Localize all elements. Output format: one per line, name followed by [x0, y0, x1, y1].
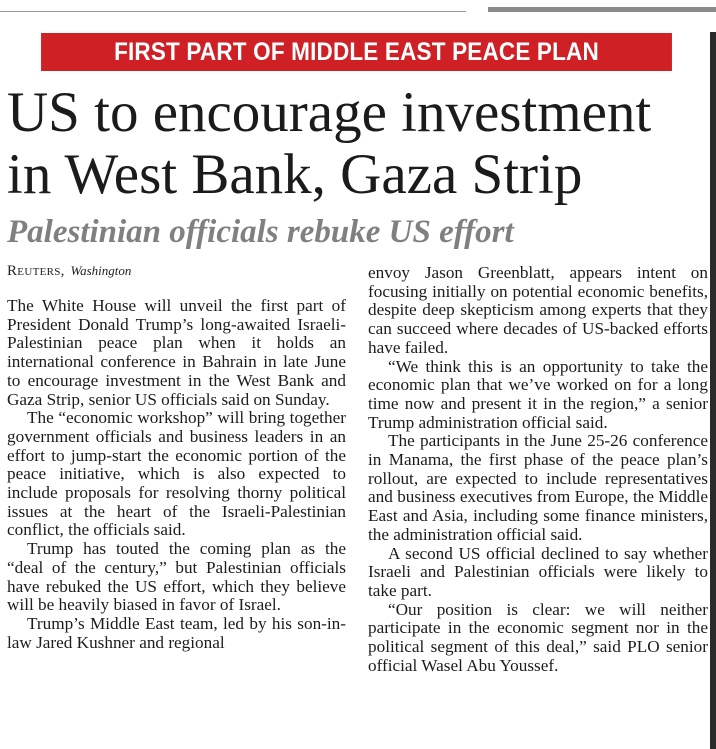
article-column-1	[7, 297, 346, 652]
headline	[7, 82, 716, 206]
kicker-banner: FIRST PART OF MIDDLE EAST PEACE PLAN	[41, 33, 672, 71]
top-rule-right	[488, 7, 716, 12]
article-column-2	[368, 264, 708, 675]
paragraph: A second US official declined to say whether Israeli and Palestinian officials were likely to take part.	[368, 543, 708, 600]
paragraph: envoy Jason Greenblatt, appears intent on focusing initially on potential economic benefits, despite deep skepticism among experts that they can succeed where decades of US-backed efforts have failed.	[368, 263, 708, 357]
byline	[7, 262, 131, 280]
paragraph: “Our position is clear: we will neither participate in the economic segment nor in the political segment of this deal,” said PLO senior official Wasel Abu Youssef.	[368, 599, 708, 675]
paragraph: The “economic workshop” will bring together government officials and business leaders in an effort to jump-start the economic portion of the peace initiative, which is also expected to include proposals for resolving thorny political issues at the heart of the Israeli-Palestinian conflict, the officials said.	[7, 408, 346, 540]
byline-agency: Reuters,	[7, 263, 65, 279]
byline-dateline: Washington	[70, 263, 132, 278]
headline-line-2: in West Bank, Gaza Strip	[7, 143, 583, 206]
headline-line-1: US to encourage investment	[7, 81, 652, 144]
paragraph: “We think this is an opportunity to take the economic plan that we’ve worked on for a long time now and present it in the region,” a senior Trump administration official said.	[368, 356, 708, 432]
paragraph: Trump has touted the coming plan as the “deal of the century,” but Palestinian officials have rebuked the US effort, which they believe will be heavily biased in favor of Israel.	[7, 539, 346, 615]
paragraph: The White House will unveil the first part of President Donald Trump’s long-awaited Israeli-Palestinian peace plan when it holds an international conference in Bahrain in late June to encourage investment in the West Bank and Gaza Strip, senior US officials said on Sunday.	[7, 296, 346, 409]
top-rule-left	[0, 11, 466, 12]
paragraph: Trump’s Middle East team, led by his son-in-law Jared Kushner and regional	[7, 613, 346, 652]
subheadline: Palestinian officials rebuke US effort	[7, 214, 514, 250]
page-edge-shadow	[710, 32, 716, 749]
paragraph: The participants in the June 25-26 conference in Manama, the first phase of the peace plan’s rollout, are expected to include representatives and business executives from Europe, the Middle East and Asia, including some finance ministers, the administration official said.	[368, 431, 708, 544]
